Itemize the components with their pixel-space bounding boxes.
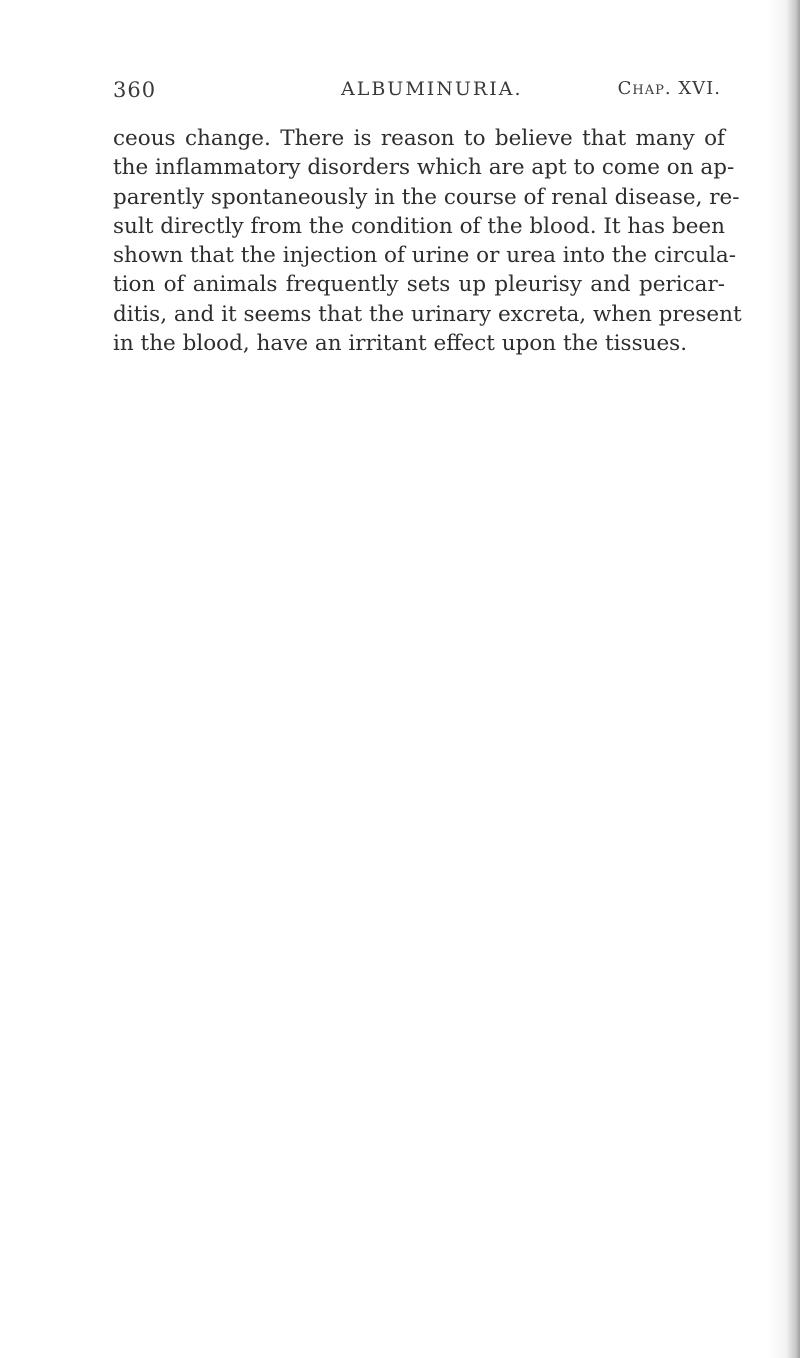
running-head [113,78,721,112]
body-paragraph [113,124,742,358]
text-line: tion of animals frequently sets up pleurisy and pericar- [113,272,725,298]
page-edge-shadow [786,0,800,1358]
chapter-label: Chap. XVI. [617,78,721,99]
text-line: shown that the injection of urine or urea into the circula- [113,243,736,269]
text-line: parently spontaneously in the course of renal disease, re- [113,184,740,210]
running-title: ALBUMINURIA. [341,78,523,100]
text-line: the inflammatory disorders which are apt to come on ap- [113,155,735,181]
page-number: 360 [113,78,157,102]
text-line: ceous change. There is reason to believe that many of [113,126,725,151]
text-line: in the blood, have an irritant effect upon the tissues. [113,331,688,357]
text-line: ditis, and it seems that the urinary excreta, when present [113,301,742,327]
text-line: sult directly from the condition of the blood. It has been [113,213,725,239]
